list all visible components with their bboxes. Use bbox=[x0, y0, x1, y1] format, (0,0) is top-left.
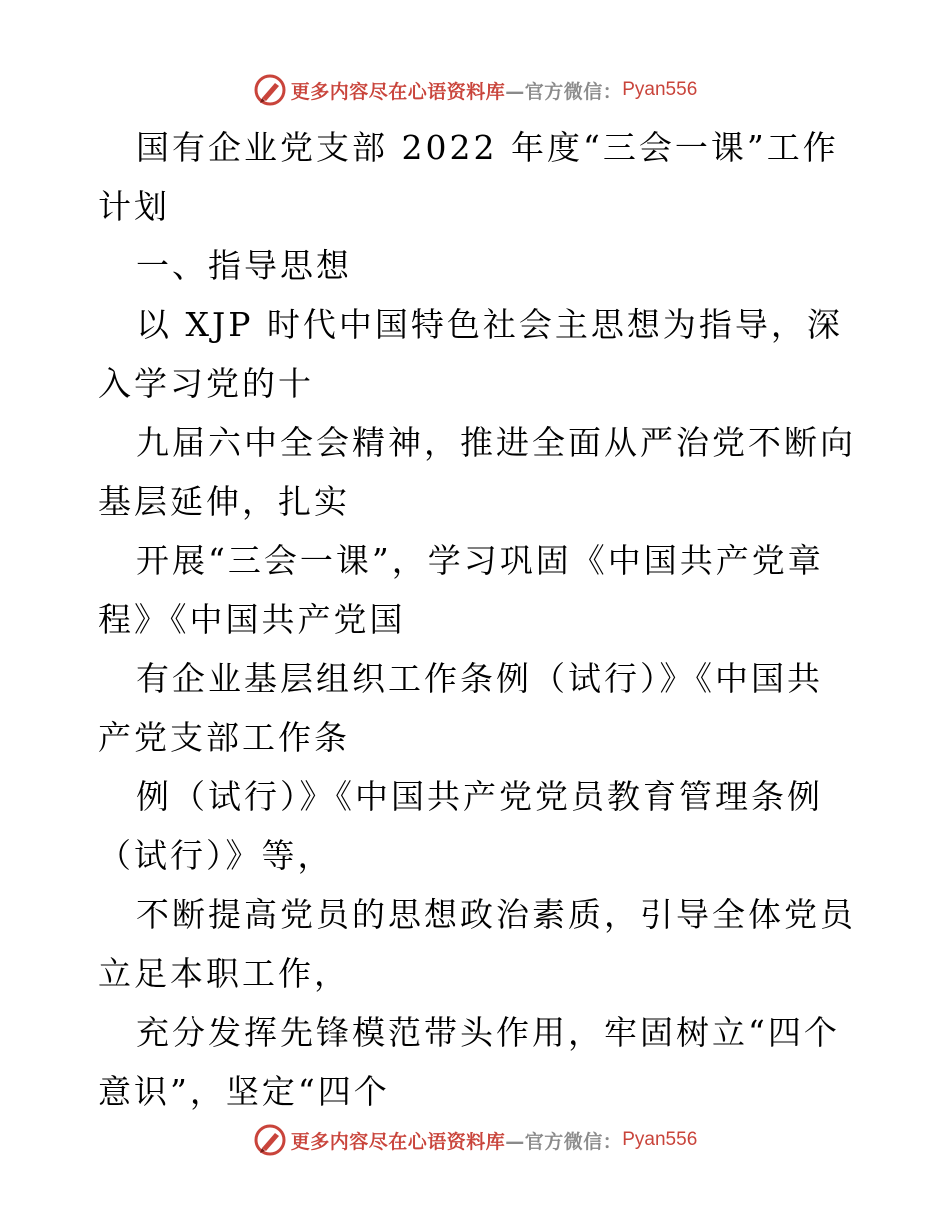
footer-banner-sep: —官方微信： bbox=[505, 1130, 623, 1153]
document-body bbox=[98, 118, 858, 1121]
footer-banner-id: Pyan556 bbox=[622, 1129, 698, 1150]
header-banner-main: 更多内容尽在心语资料库 bbox=[290, 80, 506, 103]
header-banner-id: Pyan556 bbox=[622, 79, 698, 100]
header-banner-sep: —官方微信： bbox=[505, 80, 623, 103]
section-heading: 一、指导思想 bbox=[136, 246, 352, 285]
header-banner bbox=[0, 70, 950, 110]
footer-banner-main: 更多内容尽在心语资料库 bbox=[290, 1130, 506, 1153]
doc-title: 国有企业党支部 2022 年度“三会一课”工作计划 bbox=[98, 128, 839, 226]
body-paragraph: 充分发挥先锋模范带头作用，牢固树立“四个意识”，坚定“四个 bbox=[98, 1013, 840, 1111]
footer-banner bbox=[0, 1120, 950, 1160]
body-paragraph: 例（试行）》《中国共产党党员教育管理条例（试行）》等， bbox=[98, 777, 823, 875]
body-paragraph: 九届六中全会精神，推进全面从严治党不断向基层延伸，扎实 bbox=[98, 423, 856, 521]
pen-logo-icon bbox=[253, 1123, 287, 1157]
body-paragraph: 以 XJP 时代中国特色社会主思想为指导，深入学习党的十 bbox=[98, 305, 843, 403]
body-paragraph: 有企业基层组织工作条例（试行）》《中国共产党支部工作条 bbox=[98, 659, 823, 757]
pen-logo-icon bbox=[253, 73, 287, 107]
body-paragraph: 不断提高党员的思想政治素质，引导全体党员立足本职工作， bbox=[98, 895, 856, 993]
body-paragraph: 开展“三会一课”，学习巩固《中国共产党章程》《中国共产党国 bbox=[98, 541, 824, 639]
